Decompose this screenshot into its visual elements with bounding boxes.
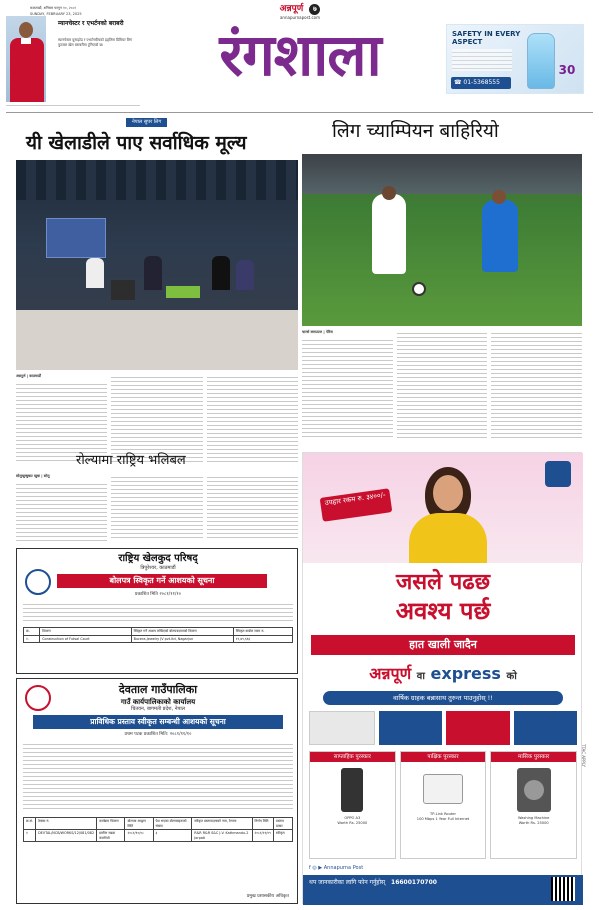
sponsor-logo [514,711,578,745]
sidebar-headline: म्यानचेस्टर र एभर्टनको बराबरी [58,20,124,27]
page-number-badge: ७ [309,4,320,15]
router-icon [423,774,463,804]
story-volleyball [16,452,298,544]
byline-text: अन्नपूर्ण [16,374,26,378]
masthead-brand [160,4,440,15]
byline-text: सोलुखुम्बुबाट खुबा [16,474,40,478]
table-row [24,830,293,842]
story-column-2 [397,330,488,438]
col-header: बोलपत्र आह्वान मिति [125,818,153,830]
washing-machine-icon [517,768,551,812]
story-byline: चार्ल्स क्लाउटल | पेरिस [302,330,333,334]
prize-header: पाक्षिक पुरस्कार [401,752,486,762]
annapurna-subscription-ad [302,452,587,904]
match-photo [302,154,582,326]
story-headline: लिग च्याम्पियन बाहिरियो [332,120,499,142]
ad-line2: अवश्य पर्छ [395,596,491,625]
story-column-3 [207,374,298,462]
ad-subscribe: वार्षिक ग्राहक बन्नासाथ तुरुन्त पाउनुहोस् !! [323,691,563,705]
ad-strip: हात खाली जादैन [311,635,575,655]
ad-phone: ☎ 01-5368555 [451,77,511,89]
notice-table [23,627,293,643]
stage-table [16,310,298,370]
sponsor-logo [446,711,510,745]
ad-social: f ◎ ▶ Annapurna Post [309,865,364,871]
green-sign [166,286,200,298]
notice-title: बोलपत्र स्विकृत गर्ने आशयको सूचना [57,574,267,588]
story-byline: सोलुखुम्बुबाट खुबा | सोलु [16,474,50,478]
prize-grid [309,751,577,859]
notice-sports-council [16,548,298,674]
notice-title: प्राविधिक प्रस्ताव स्वीकृत सम्बन्धी आशयको सूचना [33,715,283,729]
prize-detail: Worth Rs. 25000 [518,821,549,825]
model-photo [403,463,493,563]
sidebar-text: म्यानचेस्टर युनाइटेड र एभर्टनबीचको इङ्लिस प्रिमियर लिग फुटबल खेल बराबरीमा टुंगिएको छ। [58,38,133,47]
brand-connector: वा [416,671,425,682]
person-2 [144,256,162,290]
story-byline: अन्नपूर्ण | काठमाडौं [16,374,41,378]
table-cell: R&R R&R S&C J.V. Kathmandu-2 Jorpati [192,830,252,842]
person-4 [236,260,254,290]
story-column-2 [111,374,202,462]
ad-bullets [452,49,512,71]
notice-signature: प्रमुख प्रशासकीय अधिकृत [246,894,289,899]
prize-fortnightly [400,751,487,859]
notice-address: त्रिपुरेश्वर, काठमाडौं [140,565,176,571]
footer-text: थप जानकारीका लागि फोन गर्नुहोस् [309,879,386,886]
col-header: निर्णय मिति [252,818,273,830]
table-cell: Bucera-Jewelry JV pvt.ltd, Nagarjun [131,635,233,643]
story-column-3 [491,330,582,438]
story-headline: यी खेलाडीले पाए सर्वाधिक मूल्य [26,132,247,154]
place-text: काठमाडौं [29,374,41,378]
sponsor-logo [309,711,375,745]
notice-table [23,817,293,842]
col-header: क्र.सं. [24,818,36,830]
notice-body [23,741,293,811]
table-cell: १ [24,830,36,842]
story-column-3 [207,474,298,540]
story-kicker: नेपाल सुपर लिग [126,118,167,127]
hall-ceiling [16,160,298,200]
col-header: कार्यक्रम विवरण [97,818,125,830]
notice-address: चितवन, बागमती प्रदेश, नेपाल [130,706,186,712]
col-header: विवरण [40,628,131,636]
masthead [160,4,440,108]
notice-org: राष्ट्रिय खेलकुद परिषद् [118,553,198,564]
prize-detail: 100 Mbps 1 Year Full Internet [416,817,470,821]
story-top-players [16,118,298,464]
screen-panel [46,218,106,258]
col-header: स्वीकृत प्रस्तावदाताको नाम, ठेगाना [192,818,252,830]
dateline: काठमाडौं, शनिबार फागुन १०, २०८१ [30,6,77,10]
person-3 [212,256,230,290]
sponsor-logo [379,711,443,745]
table-cell: ३ [153,830,192,842]
notice-date: प्रकाशित मिति २०८१/११/१० [134,592,182,597]
laptop [111,280,135,300]
place-text: सोलु [43,474,50,478]
prize-monthly [490,751,577,859]
story-column-1 [302,337,393,437]
col-header: पेश भएका बोलपत्रहरूको संख्या [153,818,192,830]
weekday-line: SUNDAY, FEBRUARY 23, 2025 [30,12,82,16]
site-url: annapurnapost.com [279,15,321,20]
social-handle: Annapurna Post [323,865,364,871]
story-league-champion [302,118,582,444]
top-advert [446,24,584,94]
brand-tail: को [506,671,517,682]
table-row [24,635,293,643]
table-cell: Construction of Futsal Court [40,635,131,643]
masthead-rule [6,112,593,113]
notice-devtal [16,678,298,904]
ad-footer [303,875,583,905]
sponsor-row [309,711,577,745]
agency-text: पेरिस [325,330,333,334]
player-white-head [382,186,396,200]
story-body [16,374,298,464]
person-1 [86,258,104,288]
prize-detail: Worth Rs. 25000 [337,821,368,825]
story-photo [16,160,298,370]
prize-weekly [309,751,396,859]
table-cell: १२,७९,६६६ [233,635,292,643]
story-column-1 [16,381,107,461]
story-column-2 [111,474,202,540]
table-cell: २०८१/१०/०८ [125,830,153,842]
phone-icon [341,768,363,812]
brand-en: express [430,664,501,683]
water-jar-icon [527,33,555,89]
table-cell: १. [24,635,40,643]
byline-text: चार्ल्स क्लाउटल [302,330,323,334]
story-headline: रोल्यामा राष्ट्रिय भलिबल [76,453,186,468]
player-photo [6,16,46,102]
col-header: प्रस्ताव प्रकार [273,818,292,830]
stands [302,154,582,194]
ad-stamp: TTAC APPLY [581,744,587,767]
player-blue [482,200,518,272]
prize-banner: उपहार रकम रु. ३४००/- [320,488,393,522]
story-body [16,474,298,544]
story-body [302,330,582,444]
anniversary-badge: 30 [558,63,576,77]
football [412,282,426,296]
notice-sub: गाउँ कार्यपालिकाको कार्यालय [120,697,196,706]
notice-body [23,601,293,621]
ad-headline: SAFETY IN EVERY ASPECT [452,30,521,46]
table-cell: २०८१/११/०९ [252,830,273,842]
col-header: स्विकृत कबोल रकम रु. [233,628,292,636]
brand-np: अन्नपूर्ण [369,664,412,683]
footer-phone: 16600170700 [391,879,437,886]
ad-brand-row [303,661,583,687]
prize-item: TP-Link Router [430,812,456,816]
story-column-1 [16,481,107,541]
table-cell: ग्रामीण सडक कालोपत्रे [97,830,125,842]
notice-org: देवताल गाउँपालिका [118,683,198,696]
qr-code-icon [551,877,575,901]
ad-line1: जसले पढछ [395,569,491,595]
brand-text: अन्नपूर्ण [279,4,304,14]
table-cell: DEVTAL/NCB/WORKS/12/081/082 [36,830,97,842]
ad-logo-icon [545,461,571,487]
masthead-title: रंगशाला [219,21,381,89]
prize-item: Washing Machine [517,816,550,820]
col-header: क्र. [24,628,40,636]
prize-header: मासिक पुरस्कार [491,752,576,762]
notice-first-pub: प्रथम पटक प्रकाशित मिति: २०८१/११/१० [124,732,192,737]
player-white [372,194,406,274]
player-blue-head [492,190,506,204]
col-header: ठेक्का नं. [36,818,97,830]
ad-phone-number: 01-5368555 [463,79,500,86]
col-header: स्विकृत गर्ने आशय राखिएको बोलपत्रदाताको विवरण [131,628,233,636]
prize-item: OPPO A3 [344,816,361,820]
facebook-icon: f [309,865,311,871]
table-cell: स्वीकृत [273,830,292,842]
prize-header: साप्ताहिक पुरस्कार [310,752,395,762]
